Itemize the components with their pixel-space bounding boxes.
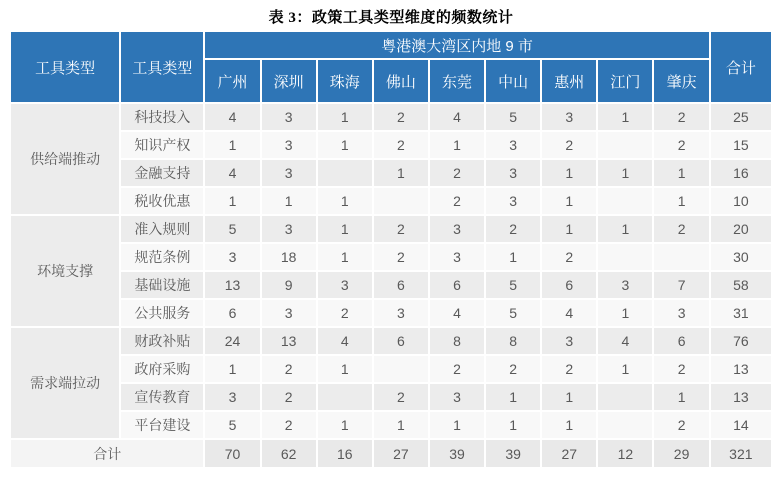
value-cell: 1 [374,412,428,438]
table-row [11,356,771,382]
value-cell: 1 [654,188,708,214]
value-cell: 1 [318,244,372,270]
value-cell: 1 [318,104,372,130]
value-cell: 1 [542,160,596,186]
row-total-cell: 16 [711,160,771,186]
table-row [11,328,771,354]
value-cell: 3 [598,272,652,298]
table-row [11,272,771,298]
value-cell: 2 [654,104,708,130]
value-cell: 1 [318,132,372,158]
value-cell: 1 [205,356,259,382]
city-header-cell: 肇庆 [654,60,708,102]
value-cell: 5 [486,104,540,130]
value-cell: 3 [486,160,540,186]
value-cell [654,244,708,270]
value-cell: 24 [205,328,259,354]
value-cell: 3 [262,160,316,186]
value-cell: 5 [205,412,259,438]
value-cell: 2 [654,412,708,438]
value-cell: 1 [542,412,596,438]
value-cell: 5 [205,216,259,242]
row-total-cell: 10 [711,188,771,214]
value-cell: 2 [318,300,372,326]
value-cell: 3 [486,132,540,158]
value-cell [598,244,652,270]
value-cell: 3 [262,300,316,326]
value-cell: 1 [318,216,372,242]
grand-total-value: 39 [430,440,484,467]
value-cell [598,132,652,158]
value-cell: 3 [654,300,708,326]
row-label-cell: 知识产权 [121,132,203,158]
table-caption: 表 3：政策工具类型维度的频数统计 [268,10,514,26]
city-header-cell: 深圳 [262,60,316,102]
row-label-cell: 政府采购 [121,356,203,382]
value-cell: 3 [430,216,484,242]
value-cell [318,160,372,186]
row-total-cell: 58 [711,272,771,298]
value-cell: 2 [374,216,428,242]
grand-total-label: 合计 [11,440,203,467]
value-cell: 1 [430,132,484,158]
row-total-cell: 15 [711,132,771,158]
value-cell: 4 [318,328,372,354]
value-cell: 1 [374,160,428,186]
value-cell: 2 [374,244,428,270]
row-total-cell: 13 [711,384,771,410]
value-cell: 3 [262,216,316,242]
table-row [11,104,771,130]
value-cell: 2 [374,104,428,130]
value-cell: 1 [542,216,596,242]
value-cell: 4 [205,104,259,130]
value-cell: 1 [205,188,259,214]
grand-total-value: 39 [486,440,540,467]
value-cell: 2 [654,216,708,242]
value-cell: 2 [430,188,484,214]
value-cell: 1 [542,188,596,214]
value-cell: 1 [486,412,540,438]
value-cell: 1 [598,160,652,186]
table-row [11,412,771,438]
row-label-cell: 公共服务 [121,300,203,326]
value-cell: 3 [430,244,484,270]
city-header-cell: 佛山 [374,60,428,102]
city-header-cell: 江门 [598,60,652,102]
value-cell: 1 [430,412,484,438]
city-header-cell: 惠州 [542,60,596,102]
value-cell: 3 [262,104,316,130]
value-cell: 6 [654,328,708,354]
table-row [11,188,771,214]
table-row [11,216,771,242]
city-header-cell: 东莞 [430,60,484,102]
value-cell: 18 [262,244,316,270]
value-cell: 3 [542,104,596,130]
table-row [11,300,771,326]
row-label-cell: 基础设施 [121,272,203,298]
value-cell: 1 [205,132,259,158]
value-cell: 2 [262,412,316,438]
value-cell: 6 [542,272,596,298]
header-tool-type-sub: 工具类型 [121,32,203,102]
value-cell: 3 [374,300,428,326]
table-row [11,132,771,158]
row-label-cell: 财政补贴 [121,328,203,354]
frequency-table [9,30,773,469]
value-cell: 2 [430,160,484,186]
value-cell: 4 [542,300,596,326]
row-label-cell: 平台建设 [121,412,203,438]
value-cell: 3 [486,188,540,214]
row-label-cell: 准入规则 [121,216,203,242]
value-cell: 3 [205,384,259,410]
value-cell: 5 [486,300,540,326]
value-cell [374,188,428,214]
value-cell: 2 [486,356,540,382]
table-row [11,244,771,270]
value-cell: 2 [486,216,540,242]
value-cell: 2 [262,356,316,382]
value-cell: 4 [205,160,259,186]
group-label-cell: 需求端拉动 [11,328,119,438]
value-cell: 3 [262,132,316,158]
value-cell: 2 [430,356,484,382]
value-cell: 13 [205,272,259,298]
value-cell: 3 [318,272,372,298]
header-region-group: 粤港澳大湾区内地 9 市 [205,32,708,58]
city-header-cell: 珠海 [318,60,372,102]
value-cell: 1 [318,356,372,382]
value-cell: 1 [598,104,652,130]
value-cell: 1 [486,244,540,270]
value-cell: 2 [654,132,708,158]
row-label-cell: 科技投入 [121,104,203,130]
grand-total-value: 70 [205,440,259,467]
row-total-cell: 20 [711,216,771,242]
table-row [11,384,771,410]
grand-total-value: 62 [262,440,316,467]
value-cell: 1 [318,188,372,214]
value-cell: 13 [262,328,316,354]
value-cell: 1 [486,384,540,410]
value-cell: 6 [430,272,484,298]
grand-total-sum: 321 [711,440,771,467]
table-row [11,160,771,186]
value-cell: 5 [486,272,540,298]
value-cell: 1 [598,356,652,382]
table-body [11,104,771,467]
value-cell [598,188,652,214]
row-total-cell: 13 [711,356,771,382]
value-cell: 1 [542,384,596,410]
group-label-cell: 供给端推动 [11,104,119,214]
value-cell: 1 [262,188,316,214]
value-cell [318,384,372,410]
row-total-cell: 30 [711,244,771,270]
row-total-cell: 25 [711,104,771,130]
grand-total-value: 27 [542,440,596,467]
header-total: 合计 [711,32,771,102]
row-total-cell: 31 [711,300,771,326]
value-cell: 4 [430,300,484,326]
grand-total-value: 29 [654,440,708,467]
value-cell: 1 [598,300,652,326]
value-cell [598,412,652,438]
value-cell: 1 [598,216,652,242]
value-cell: 6 [205,300,259,326]
value-cell: 3 [542,328,596,354]
grand-total-row [11,440,771,467]
value-cell: 4 [430,104,484,130]
grand-total-value: 16 [318,440,372,467]
city-header-cell: 中山 [486,60,540,102]
value-cell: 8 [486,328,540,354]
row-total-cell: 14 [711,412,771,438]
header-tool-type-group: 工具类型 [11,32,119,102]
value-cell: 7 [654,272,708,298]
value-cell: 2 [374,384,428,410]
value-cell: 3 [430,384,484,410]
value-cell: 6 [374,328,428,354]
row-label-cell: 规范条例 [121,244,203,270]
value-cell: 4 [598,328,652,354]
value-cell: 8 [430,328,484,354]
value-cell: 2 [542,132,596,158]
grand-total-value: 27 [374,440,428,467]
value-cell: 2 [542,244,596,270]
value-cell: 9 [262,272,316,298]
row-total-cell: 76 [711,328,771,354]
value-cell: 1 [654,384,708,410]
value-cell: 2 [654,356,708,382]
value-cell: 1 [654,160,708,186]
city-header-cell: 广州 [205,60,259,102]
row-label-cell: 宣传教育 [121,384,203,410]
group-label-cell: 环境支撑 [11,216,119,326]
value-cell: 2 [542,356,596,382]
value-cell: 6 [374,272,428,298]
value-cell [598,384,652,410]
value-cell: 3 [205,244,259,270]
grand-total-value: 12 [598,440,652,467]
value-cell: 2 [262,384,316,410]
value-cell: 2 [374,132,428,158]
row-label-cell: 税收优惠 [121,188,203,214]
row-label-cell: 金融支持 [121,160,203,186]
value-cell [374,356,428,382]
value-cell: 1 [318,412,372,438]
